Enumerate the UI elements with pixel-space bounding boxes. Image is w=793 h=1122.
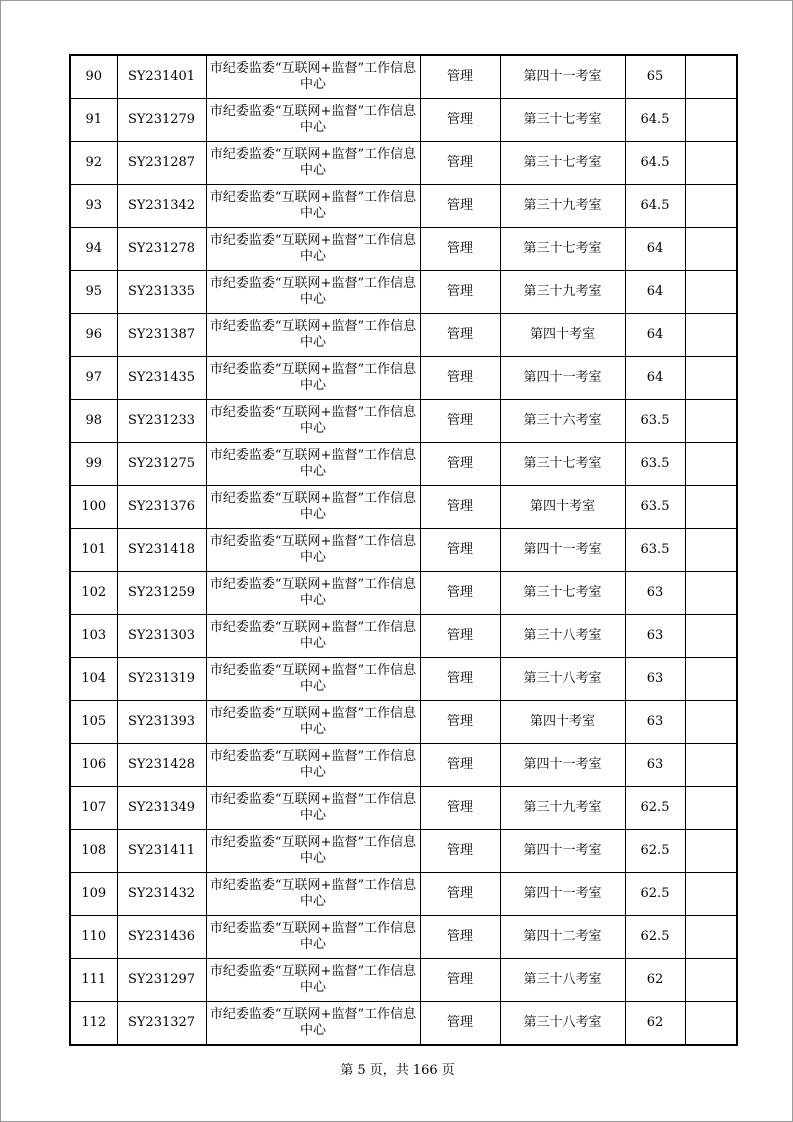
unit-cell: 市纪委监委“互联网+监督”工作信息中心: [206, 99, 420, 142]
row-number-cell: 94: [70, 228, 117, 271]
unit-cell: 市纪委监委“互联网+监督”工作信息中心: [206, 1002, 420, 1046]
score-cell: 65: [625, 55, 685, 99]
exam-room-cell: 第三十八考室: [500, 615, 625, 658]
score-cell: 62.5: [625, 830, 685, 873]
unit-cell: 市纪委监委“互联网+监督”工作信息中心: [206, 142, 420, 185]
position-cell: 管理: [420, 400, 500, 443]
exam-room-cell: 第三十八考室: [500, 959, 625, 1002]
page-footer: 第 5 页，共 166 页: [340, 1063, 455, 1078]
table-row: [70, 873, 737, 916]
unit-cell: 市纪委监委“互联网+监督”工作信息中心: [206, 185, 420, 228]
unit-cell: 市纪委监委“互联网+监督”工作信息中心: [206, 658, 420, 701]
row-number-cell: 103: [70, 615, 117, 658]
unit-cell: 市纪委监委“互联网+监督”工作信息中心: [206, 443, 420, 486]
position-cell: 管理: [420, 142, 500, 185]
score-cell: 64.5: [625, 185, 685, 228]
table-row: [70, 701, 737, 744]
candidate-id-cell: SY231418: [117, 529, 206, 572]
candidate-id-cell: SY231411: [117, 830, 206, 873]
exam-room-cell: 第三十七考室: [500, 142, 625, 185]
row-number-cell: 98: [70, 400, 117, 443]
score-cell: 62.5: [625, 787, 685, 830]
exam-room-cell: 第四十一考室: [500, 744, 625, 787]
candidate-id-cell: SY231435: [117, 357, 206, 400]
unit-cell: 市纪委监委“互联网+监督”工作信息中心: [206, 701, 420, 744]
unit-cell: 市纪委监委“互联网+监督”工作信息中心: [206, 916, 420, 959]
remark-cell: [685, 615, 737, 658]
row-number-cell: 110: [70, 916, 117, 959]
score-cell: 63: [625, 572, 685, 615]
unit-cell: 市纪委监委“互联网+监督”工作信息中心: [206, 959, 420, 1002]
remark-cell: [685, 486, 737, 529]
unit-cell: 市纪委监委“互联网+监督”工作信息中心: [206, 615, 420, 658]
row-number-cell: 96: [70, 314, 117, 357]
remark-cell: [685, 314, 737, 357]
unit-cell: 市纪委监委“互联网+监督”工作信息中心: [206, 357, 420, 400]
position-cell: 管理: [420, 486, 500, 529]
exam-room-cell: 第三十八考室: [500, 1002, 625, 1046]
exam-room-cell: 第三十六考室: [500, 400, 625, 443]
score-cell: 64.5: [625, 142, 685, 185]
exam-room-cell: 第四十一考室: [500, 830, 625, 873]
remark-cell: [685, 400, 737, 443]
exam-room-cell: 第三十七考室: [500, 228, 625, 271]
exam-room-cell: 第四十一考室: [500, 873, 625, 916]
table-row: [70, 228, 737, 271]
remark-cell: [685, 99, 737, 142]
position-cell: 管理: [420, 916, 500, 959]
candidate-id-cell: SY231342: [117, 185, 206, 228]
score-cell: 62.5: [625, 873, 685, 916]
position-cell: 管理: [420, 314, 500, 357]
unit-cell: 市纪委监委“互联网+监督”工作信息中心: [206, 486, 420, 529]
position-cell: 管理: [420, 1002, 500, 1046]
results-table: [69, 54, 738, 1046]
position-cell: 管理: [420, 787, 500, 830]
unit-cell: 市纪委监委“互联网+监督”工作信息中心: [206, 787, 420, 830]
unit-cell: 市纪委监委“互联网+监督”工作信息中心: [206, 271, 420, 314]
remark-cell: [685, 55, 737, 99]
remark-cell: [685, 1002, 737, 1046]
remark-cell: [685, 744, 737, 787]
exam-room-cell: 第四十考室: [500, 486, 625, 529]
exam-room-cell: 第四十一考室: [500, 357, 625, 400]
position-cell: 管理: [420, 357, 500, 400]
row-number-cell: 111: [70, 959, 117, 1002]
remark-cell: [685, 658, 737, 701]
candidate-id-cell: SY231432: [117, 873, 206, 916]
table-row: [70, 400, 737, 443]
row-number-cell: 101: [70, 529, 117, 572]
unit-cell: 市纪委监委“互联网+监督”工作信息中心: [206, 830, 420, 873]
table-row: [70, 357, 737, 400]
candidate-id-cell: SY231376: [117, 486, 206, 529]
position-cell: 管理: [420, 443, 500, 486]
remark-cell: [685, 357, 737, 400]
candidate-id-cell: SY231278: [117, 228, 206, 271]
table-row: [70, 787, 737, 830]
table-row: [70, 99, 737, 142]
position-cell: 管理: [420, 271, 500, 314]
row-number-cell: 109: [70, 873, 117, 916]
position-cell: 管理: [420, 55, 500, 99]
row-number-cell: 105: [70, 701, 117, 744]
exam-room-cell: 第四十一考室: [500, 55, 625, 99]
row-number-cell: 92: [70, 142, 117, 185]
unit-cell: 市纪委监委“互联网+监督”工作信息中心: [206, 873, 420, 916]
row-number-cell: 104: [70, 658, 117, 701]
exam-room-cell: 第三十九考室: [500, 185, 625, 228]
score-cell: 64: [625, 357, 685, 400]
unit-cell: 市纪委监委“互联网+监督”工作信息中心: [206, 529, 420, 572]
score-cell: 62.5: [625, 916, 685, 959]
position-cell: 管理: [420, 185, 500, 228]
row-number-cell: 102: [70, 572, 117, 615]
exam-room-cell: 第三十八考室: [500, 658, 625, 701]
score-cell: 63.5: [625, 486, 685, 529]
candidate-id-cell: SY231279: [117, 99, 206, 142]
remark-cell: [685, 787, 737, 830]
exam-room-cell: 第四十考室: [500, 701, 625, 744]
score-cell: 64: [625, 314, 685, 357]
table-row: [70, 1002, 737, 1046]
unit-cell: 市纪委监委“互联网+监督”工作信息中心: [206, 400, 420, 443]
table-row: [70, 744, 737, 787]
table-row: [70, 314, 737, 357]
exam-room-cell: 第三十九考室: [500, 271, 625, 314]
table-row: [70, 830, 737, 873]
unit-cell: 市纪委监委“互联网+监督”工作信息中心: [206, 228, 420, 271]
row-number-cell: 112: [70, 1002, 117, 1046]
candidate-id-cell: SY231387: [117, 314, 206, 357]
unit-cell: 市纪委监委“互联网+监督”工作信息中心: [206, 55, 420, 99]
score-cell: 63.5: [625, 443, 685, 486]
table-row: [70, 486, 737, 529]
exam-room-cell: 第四十考室: [500, 314, 625, 357]
candidate-id-cell: SY231319: [117, 658, 206, 701]
table-row: [70, 959, 737, 1002]
position-cell: 管理: [420, 572, 500, 615]
remark-cell: [685, 228, 737, 271]
score-cell: 63.5: [625, 529, 685, 572]
row-number-cell: 107: [70, 787, 117, 830]
candidate-id-cell: SY231259: [117, 572, 206, 615]
position-cell: 管理: [420, 959, 500, 1002]
table-row: [70, 658, 737, 701]
candidate-id-cell: SY231297: [117, 959, 206, 1002]
table-row: [70, 443, 737, 486]
candidate-id-cell: SY231275: [117, 443, 206, 486]
candidate-id-cell: SY231436: [117, 916, 206, 959]
row-number-cell: 106: [70, 744, 117, 787]
exam-room-cell: 第三十七考室: [500, 572, 625, 615]
table-row: [70, 142, 737, 185]
table-row: [70, 55, 737, 99]
row-number-cell: 97: [70, 357, 117, 400]
remark-cell: [685, 572, 737, 615]
candidate-id-cell: SY231303: [117, 615, 206, 658]
candidate-id-cell: SY231349: [117, 787, 206, 830]
table-row: [70, 615, 737, 658]
remark-cell: [685, 443, 737, 486]
unit-cell: 市纪委监委“互联网+监督”工作信息中心: [206, 744, 420, 787]
score-cell: 64: [625, 228, 685, 271]
remark-cell: [685, 916, 737, 959]
score-cell: 63: [625, 615, 685, 658]
row-number-cell: 99: [70, 443, 117, 486]
score-cell: 63: [625, 658, 685, 701]
candidate-id-cell: SY231287: [117, 142, 206, 185]
remark-cell: [685, 959, 737, 1002]
position-cell: 管理: [420, 228, 500, 271]
exam-room-cell: 第三十九考室: [500, 787, 625, 830]
score-cell: 62: [625, 959, 685, 1002]
position-cell: 管理: [420, 615, 500, 658]
remark-cell: [685, 701, 737, 744]
table-row: [70, 572, 737, 615]
remark-cell: [685, 830, 737, 873]
candidate-id-cell: SY231393: [117, 701, 206, 744]
score-cell: 63: [625, 744, 685, 787]
score-cell: 64.5: [625, 99, 685, 142]
candidate-id-cell: SY231428: [117, 744, 206, 787]
exam-room-cell: 第四十二考室: [500, 916, 625, 959]
position-cell: 管理: [420, 99, 500, 142]
table-row: [70, 271, 737, 314]
remark-cell: [685, 142, 737, 185]
candidate-id-cell: SY231233: [117, 400, 206, 443]
score-cell: 62: [625, 1002, 685, 1046]
candidate-id-cell: SY231335: [117, 271, 206, 314]
unit-cell: 市纪委监委“互联网+监督”工作信息中心: [206, 572, 420, 615]
candidate-id-cell: SY231401: [117, 55, 206, 99]
position-cell: 管理: [420, 744, 500, 787]
row-number-cell: 91: [70, 99, 117, 142]
table-body: [70, 55, 737, 1045]
score-cell: 63: [625, 701, 685, 744]
row-number-cell: 90: [70, 55, 117, 99]
remark-cell: [685, 529, 737, 572]
row-number-cell: 108: [70, 830, 117, 873]
score-cell: 63.5: [625, 400, 685, 443]
position-cell: 管理: [420, 529, 500, 572]
exam-room-cell: 第三十七考室: [500, 99, 625, 142]
table-row: [70, 916, 737, 959]
row-number-cell: 95: [70, 271, 117, 314]
score-cell: 64: [625, 271, 685, 314]
position-cell: 管理: [420, 873, 500, 916]
row-number-cell: 93: [70, 185, 117, 228]
exam-room-cell: 第三十七考室: [500, 443, 625, 486]
position-cell: 管理: [420, 658, 500, 701]
unit-cell: 市纪委监委“互联网+监督”工作信息中心: [206, 314, 420, 357]
table-row: [70, 529, 737, 572]
candidate-id-cell: SY231327: [117, 1002, 206, 1046]
row-number-cell: 100: [70, 486, 117, 529]
position-cell: 管理: [420, 830, 500, 873]
remark-cell: [685, 271, 737, 314]
exam-room-cell: 第四十一考室: [500, 529, 625, 572]
position-cell: 管理: [420, 701, 500, 744]
remark-cell: [685, 185, 737, 228]
remark-cell: [685, 873, 737, 916]
table-row: [70, 185, 737, 228]
